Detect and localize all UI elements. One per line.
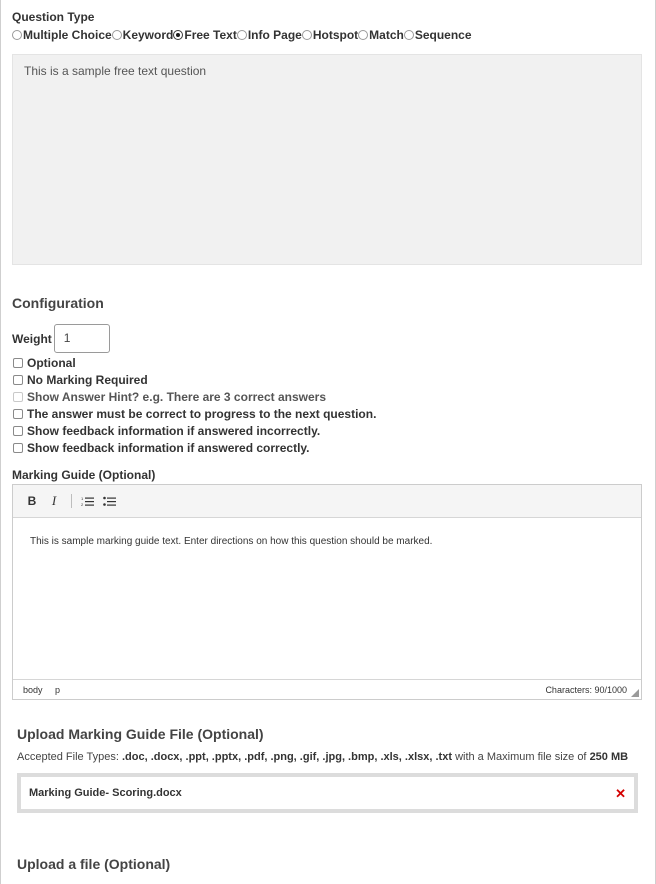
file-types-list: .doc, .docx, .ppt, .pptx, .pdf, .png, .gif, .jpg, .bmp, .xls, .xlsx, .txt: [121, 751, 452, 763]
bullet-list-button[interactable]: [100, 492, 118, 510]
path-p[interactable]: p: [55, 684, 61, 695]
editor-content[interactable]: This is sample marking guide text. Enter directions on how this question should be marked.: [30, 536, 433, 547]
checkbox[interactable]: [13, 426, 23, 436]
radio-button[interactable]: [12, 30, 22, 40]
checkbox-must-be-correct[interactable]: [12, 405, 376, 422]
marking-guide-label: Marking Guide (Optional): [12, 468, 156, 482]
radio-label: Sequence: [414, 28, 472, 42]
numbered-list-icon: [81, 496, 94, 507]
checkbox-show-answer-hint: [12, 388, 376, 405]
svg-text:1: 1: [80, 495, 83, 501]
checkbox-label: Optional: [27, 355, 76, 370]
element-path: [23, 685, 70, 695]
radio-button[interactable]: [237, 30, 247, 40]
radio-label: Free Text: [184, 28, 237, 42]
checkbox-disabled: [13, 392, 23, 402]
uploaded-file-item: [17, 773, 638, 813]
radio-keyword[interactable]: [112, 28, 174, 42]
checkbox[interactable]: [13, 375, 23, 385]
checkbox-no-marking-required[interactable]: [12, 371, 376, 388]
radio-info-page[interactable]: [237, 28, 302, 42]
bullet-list-icon: [103, 496, 116, 507]
weight-label: Weight: [12, 331, 52, 346]
checkbox-feedback-incorrect[interactable]: [12, 422, 376, 439]
radio-label: Match: [369, 28, 404, 42]
weight-input[interactable]: 1: [54, 324, 110, 353]
path-body[interactable]: body: [23, 684, 43, 695]
checkbox[interactable]: [13, 443, 23, 453]
uploaded-file-name[interactable]: Marking Guide- Scoring.docx: [29, 787, 182, 799]
radio-label: Multiple Choice: [23, 28, 112, 42]
weight-row: [12, 324, 110, 353]
svg-text:2: 2: [80, 501, 83, 507]
radio-multiple-choice[interactable]: [12, 28, 112, 42]
radio-label: Keyword: [122, 28, 174, 42]
radio-hotspot[interactable]: [302, 28, 358, 42]
toolbar-divider: [71, 494, 72, 508]
checkbox-label: No Marking Required: [27, 372, 148, 387]
configuration-heading: Configuration: [12, 295, 104, 311]
checkbox-label: The answer must be correct to progress to the next question.: [27, 406, 377, 421]
checkbox-feedback-correct[interactable]: [12, 439, 376, 456]
radio-button[interactable]: [112, 30, 122, 40]
italic-icon: I: [51, 493, 57, 508]
italic-button[interactable]: [45, 492, 63, 510]
close-icon[interactable]: ✕: [615, 785, 626, 801]
editor-statusbar: [13, 679, 641, 699]
checkbox[interactable]: [13, 409, 23, 419]
checkbox-label: Show Answer Hint? e.g. There are 3 correct answers: [27, 389, 326, 404]
resize-handle-icon[interactable]: [631, 689, 639, 697]
radio-button[interactable]: [302, 30, 312, 40]
bold-icon: B: [27, 494, 37, 508]
max-size-value: 250 MB: [589, 751, 629, 763]
accepted-file-types: [17, 751, 628, 763]
radio-label: Info Page: [247, 28, 302, 42]
numbered-list-button[interactable]: [78, 492, 96, 510]
checkbox-label: Show feedback information if answered incorrectly.: [27, 423, 321, 438]
question-text-area[interactable]: This is a sample free text question: [12, 54, 642, 265]
radio-free-text[interactable]: [173, 28, 236, 42]
checkbox-label: Show feedback information if answered correctly.: [27, 440, 310, 455]
radio-label: Hotspot: [312, 28, 359, 42]
radio-button[interactable]: [404, 30, 414, 40]
question-type-heading: Question Type: [12, 10, 95, 24]
radio-button-selected[interactable]: [173, 30, 183, 40]
character-count: Characters: 90/1000: [545, 684, 627, 695]
checkbox-optional[interactable]: [12, 354, 376, 371]
upload-marking-guide-heading: Upload Marking Guide File (Optional): [17, 726, 264, 742]
accepted-prefix: Accepted File Types:: [17, 751, 119, 763]
radio-match[interactable]: [358, 28, 404, 42]
radio-button[interactable]: [358, 30, 368, 40]
radio-sequence[interactable]: [404, 28, 472, 42]
upload-file-heading: Upload a file (Optional): [17, 856, 171, 872]
question-type-radio-group: [12, 28, 472, 42]
bold-button[interactable]: [23, 492, 41, 510]
editor-toolbar: [13, 485, 641, 518]
configuration-options: [12, 354, 376, 456]
marking-guide-editor: [12, 484, 642, 700]
max-size-text: with a Maximum file size of: [455, 751, 587, 763]
checkbox[interactable]: [13, 358, 23, 368]
